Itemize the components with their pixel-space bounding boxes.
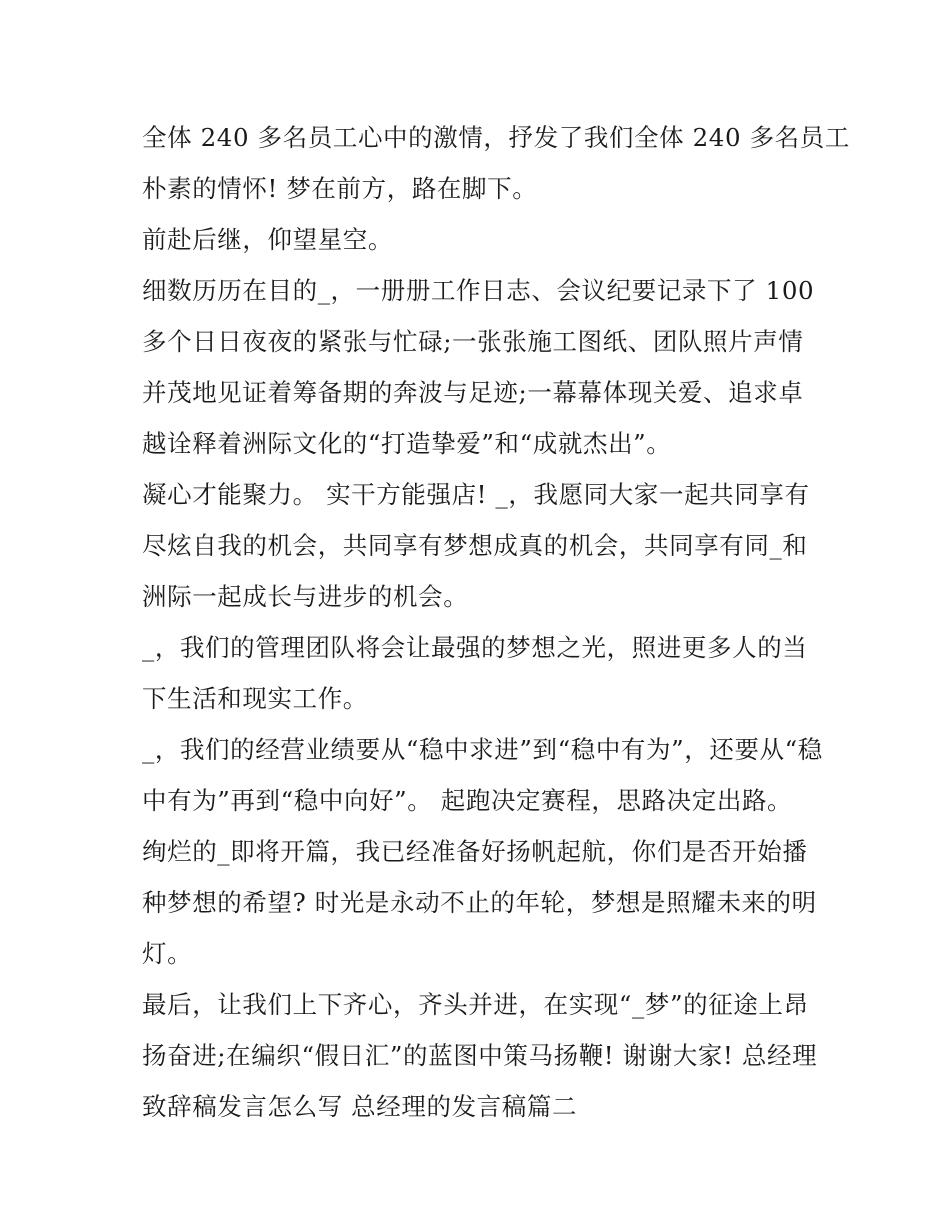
text-line: 多个日日夜夜的紧张与忙碌;一张张施工图纸、团队照片声情: [142, 327, 804, 356]
text-line: _，我们的管理团队将会让最强的梦想之光，照进更多人的当: [142, 633, 808, 662]
text-line: 绚烂的_即将开篇，我已经准备好扬帆起航，你们是否开始播: [142, 837, 808, 866]
text-line: 尽炫自我的机会，共同享有梦想成真的机会，共同享有同_和: [142, 531, 808, 560]
text-line: 种梦想的希望? 时光是永动不止的年轮，梦想是照耀未来的明: [142, 888, 817, 917]
text-line: 洲际一起成长与进步的机会。: [142, 582, 469, 611]
text-line: _，我们的经营业绩要从“稳中求进”到“稳中有为”，还要从“稳: [142, 735, 823, 764]
text-line: 全体 240 多名员工心中的激情，抒发了我们全体 240 多名员工: [142, 123, 850, 152]
text-line: 前赴后继，仰望星空。: [142, 225, 393, 254]
text-line: 最后，让我们上下齐心，齐头并进，在实现“_梦”的征途上昂: [142, 990, 809, 1019]
text-line: 细数历历在目的_，一册册工作日志、会议纪要记录下了 100: [142, 276, 815, 305]
text-line: 致辞稿发言怎么写 总经理的发言稿篇二: [142, 1092, 578, 1121]
text-line: 并茂地见证着筹备期的奔波与足迹;一幕幕体现关爱、追求卓: [142, 378, 804, 407]
text-line: 凝心才能聚力。 实干方能强店! _，我愿同大家一起共同享有: [142, 480, 810, 509]
text-line: 朴素的情怀! 梦在前方，路在脚下。: [142, 174, 538, 203]
document-body: [142, 112, 850, 1132]
text-line: 下生活和现实工作。: [142, 684, 368, 713]
text-line: 扬奋进;在编织“假日汇”的蓝图中策马扬鞭! 谢谢大家! 总经理: [142, 1041, 818, 1070]
text-line: 越诠释着洲际文化的“打造挚爱”和“成就杰出”。: [142, 429, 672, 458]
text-line: 灯。: [142, 939, 193, 968]
text-line: 中有为”再到“稳中向好”。 起跑决定赛程，思路决定出路。: [142, 786, 793, 815]
